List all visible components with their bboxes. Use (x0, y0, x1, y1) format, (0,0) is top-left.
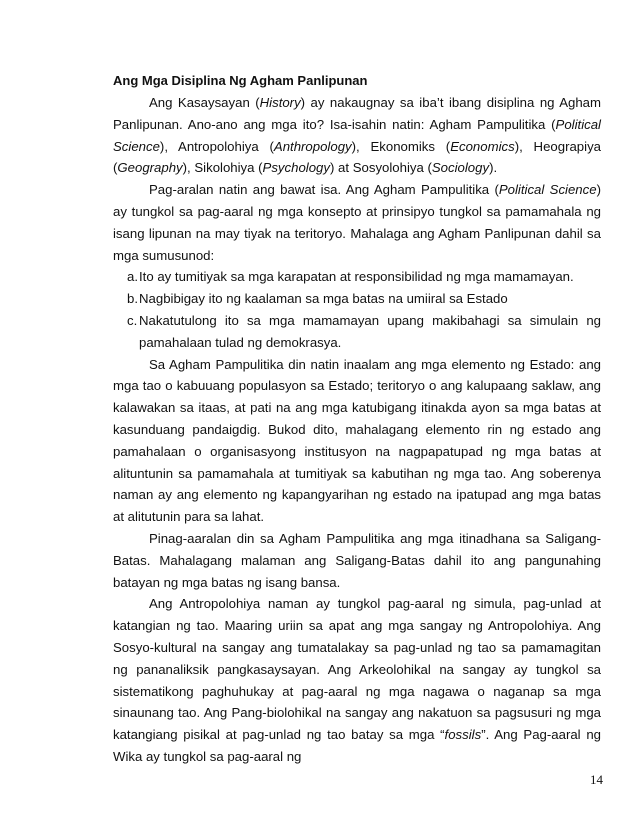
paragraph-state-elements: Sa Agham Pampulitika din natin inaalam ang mga elemento ng Estado: ang mga tao o kabuuang populasyon sa Estado; teritoryo o ang kalupaang saklaw, ang kalawakan sa itaas, at pati na ang mga katubigang itinakda ayon sa mga batas at kasunduang pandaigdig. Bukod dito, mahalagang elemento rin ng estado ang pamahalaan o organisasyong institusyon na nagpapatupad ng mga batas at alituntunin sa pamamahala at tumitiyak sa kabutihan ng mga tao. Ang soberenya naman ay ang elemento ng kapangyarihan ng estado na ipatupad ang mga batas at alitutunin para sa lahat. (113, 356, 601, 525)
text-run: ), Sikolohiya ( (182, 160, 263, 176)
list-item-text: Nagbibigay ito ng kaalaman sa mga batas na umiiral sa Estado (139, 291, 508, 307)
text-run: Ang Antropolohiya naman ay tungkol pag-aaral ng simula, pag-unlad at katangian ng tao. Maaring uriin sa apat ang mga sangay ng Antropolohiya. Ang Sosyo-kultural na sangay ang tumatalakay sa pag-unlad ng tao sa pamamagitan ng pananaliksik pangkasaysayan. Ang Arkeolohikal na sangay ay tungkol sa sistematikong paghuhukay at pag-aaral ng mga nagawa o naganap sa mga sinaunang tao. Ang Pang-biolohikal na sangay ang nakatuon sa pagsusuri ng mga katangiang pisikal at pag-unlad ng tao batay sa mga “ (113, 596, 601, 743)
italic-term: Psychology (262, 160, 330, 176)
italic-term: Geography (117, 160, 183, 176)
list-marker: c. (127, 312, 138, 328)
list-item (113, 288, 601, 310)
italic-term: History (259, 95, 301, 110)
list-marker: b. (127, 291, 138, 307)
list-item-text: Nakatutulong ito sa mga mamamayan upang makibahagi sa simulain ng pamahalaan tulad ng demokrasya. (139, 312, 601, 350)
list-marker: a. (127, 269, 138, 285)
document-body (113, 70, 601, 768)
italic-term: fossils (444, 727, 482, 743)
italic-term: Economics (450, 138, 515, 154)
text-run: ). (489, 160, 498, 176)
text-run: ) at Sosyolohiya ( (330, 160, 432, 176)
paragraph-political-science (113, 179, 601, 266)
text-run: Pag-aralan natin ang bawat isa. Ang Agham Pampulitika ( (149, 182, 499, 198)
italic-term: Political Science (498, 182, 597, 198)
list-item (113, 310, 601, 354)
italic-term: Sociology (431, 160, 490, 176)
text-run: ), Ekonomiks ( (351, 138, 451, 154)
importance-list (113, 266, 601, 353)
paragraph-constitution: Pinag-aaralan din sa Agham Pampulitika ang mga itinadhana sa Saligang-Batas. Mahalagang malaman ang Saligang-Batas dahil ito ang pangunahing batayan ng mga batas ng isang bansa. (113, 530, 601, 590)
text-run: ”. Ang Pag-aaral ng Wika ay tungkol sa pag-aaral ng (113, 727, 601, 764)
text-run: Ang Kasaysayan ( (149, 95, 260, 110)
section-title: Ang Mga Disiplina Ng Agham Panlipunan (113, 73, 368, 88)
paragraph-anthropology (113, 593, 601, 767)
paragraph-intro (113, 92, 601, 179)
text-run: ) ay nakaugnay sa iba’t ibang disiplina ng Agham Panlipunan. Ano-ano ang mga ito? Isa-isahin natin: Agham Pampulitika ( (113, 95, 602, 132)
list-item (113, 266, 601, 288)
list-item-text: Ito ay tumitiyak sa mga karapatan at responsibilidad ng mga mamamayan. (139, 269, 574, 285)
italic-term: Political Science (113, 116, 601, 154)
italic-term: Anthropology (273, 138, 352, 154)
text-run: ), Antropolohiya ( (159, 138, 274, 154)
text-run: ), Heograpiya ( (113, 138, 601, 176)
page-number: 14 (590, 772, 603, 787)
text-run: ) ay tungkol sa pag-aaral ng mga konsepto at prinsipyo tungkol sa pamamahala ng isang lipunan na may tiyak na teritoryo. Mahalaga ang Agham Panlipunan dahil sa mga sumusunod: (113, 182, 601, 263)
